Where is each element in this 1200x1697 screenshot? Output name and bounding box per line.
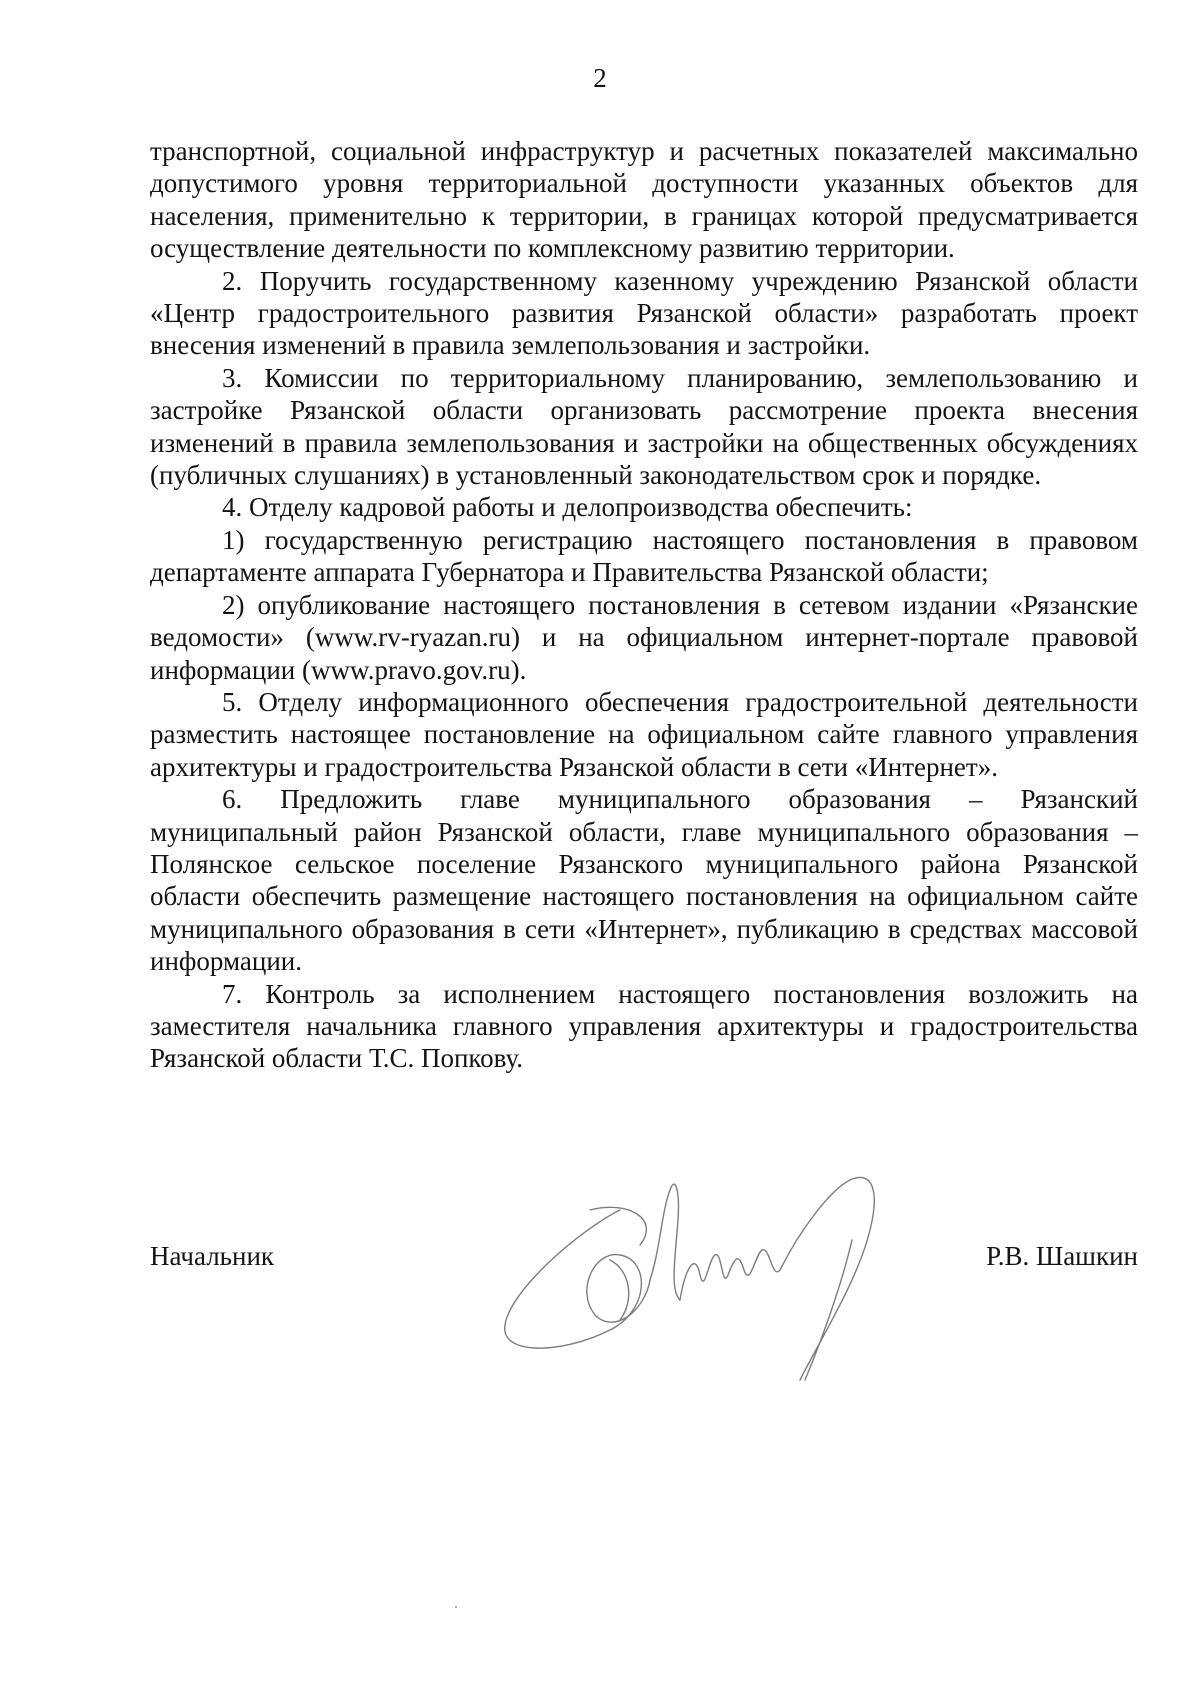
paragraph-item-3: 3. Комиссии по территориальному планированию, землепользованию и застройке Рязанской области организовать рассмотрение проекта внесения изменений в правила землепользования и застройки на общественных обсуждениях (публичных слушаниях) в установленный законодательством срок и порядке. xyxy=(150,362,1138,491)
paragraph-subitem-1: 1) государственную регистрацию настоящего постановления в правовом департаменте аппарата Губернатора и Правительства Рязанской области; xyxy=(150,524,1138,588)
paragraph-item-7: 7. Контроль за исполнением настоящего постановления возложить на заместителя начальника главного управления архитектуры и градостроительства Рязанской области Т.С. Попкову. xyxy=(150,978,1138,1074)
paragraph-item-4: 4. Отделу кадровой работы и делопроизводства обеспечить: xyxy=(222,492,913,523)
document-body xyxy=(150,135,1138,1075)
signer-name: Р.В. Шашкин xyxy=(986,1241,1138,1271)
page-number: 2 xyxy=(593,63,607,93)
paragraph-item-2: 2. Поручить государственному казенному учреждению Рязанской области «Центр градостроительного развития Рязанской области» разработать проект внесения изменений в правила землепользования и застройки. xyxy=(150,265,1138,361)
paragraph-item-5: 5. Отделу информационного обеспечения градостроительной деятельности разместить настоящее постановление на официальном сайте главного управления архитектуры и градостроительства Рязанской области в сети «Интернет». xyxy=(150,686,1138,782)
paragraph-item-6: 6. Предложить главе муниципального образования – Рязанский муниципальный район Рязанской области, главе муниципального образования – Полянское сельское поселение Рязанского муниципального района Рязанской области обеспечить размещение настоящего постановления на официальном сайте муниципального образования в сети «Интернет», публикацию в средствах массовой информации. xyxy=(150,784,1138,977)
paragraph-continuation: транспортной, социальной инфраструктур и расчетных показателей максимально допустимого уровня территориальной доступности указанных объектов для населения, применительно к территории, в границах которой предусматривается осуществление деятельности по комплексному развитию территории. xyxy=(150,136,1138,264)
signature-block xyxy=(150,1240,1138,1280)
signer-position: Начальник xyxy=(150,1241,275,1271)
paragraph-subitem-2: 2) опубликование настоящего постановления в сетевом издании «Рязанские ведомости» (www.rv-ryazan.ru) и на официальном интернет-портале правовой информации (www.pravo.gov.ru). xyxy=(150,589,1138,685)
scan-speck xyxy=(455,1606,457,1608)
